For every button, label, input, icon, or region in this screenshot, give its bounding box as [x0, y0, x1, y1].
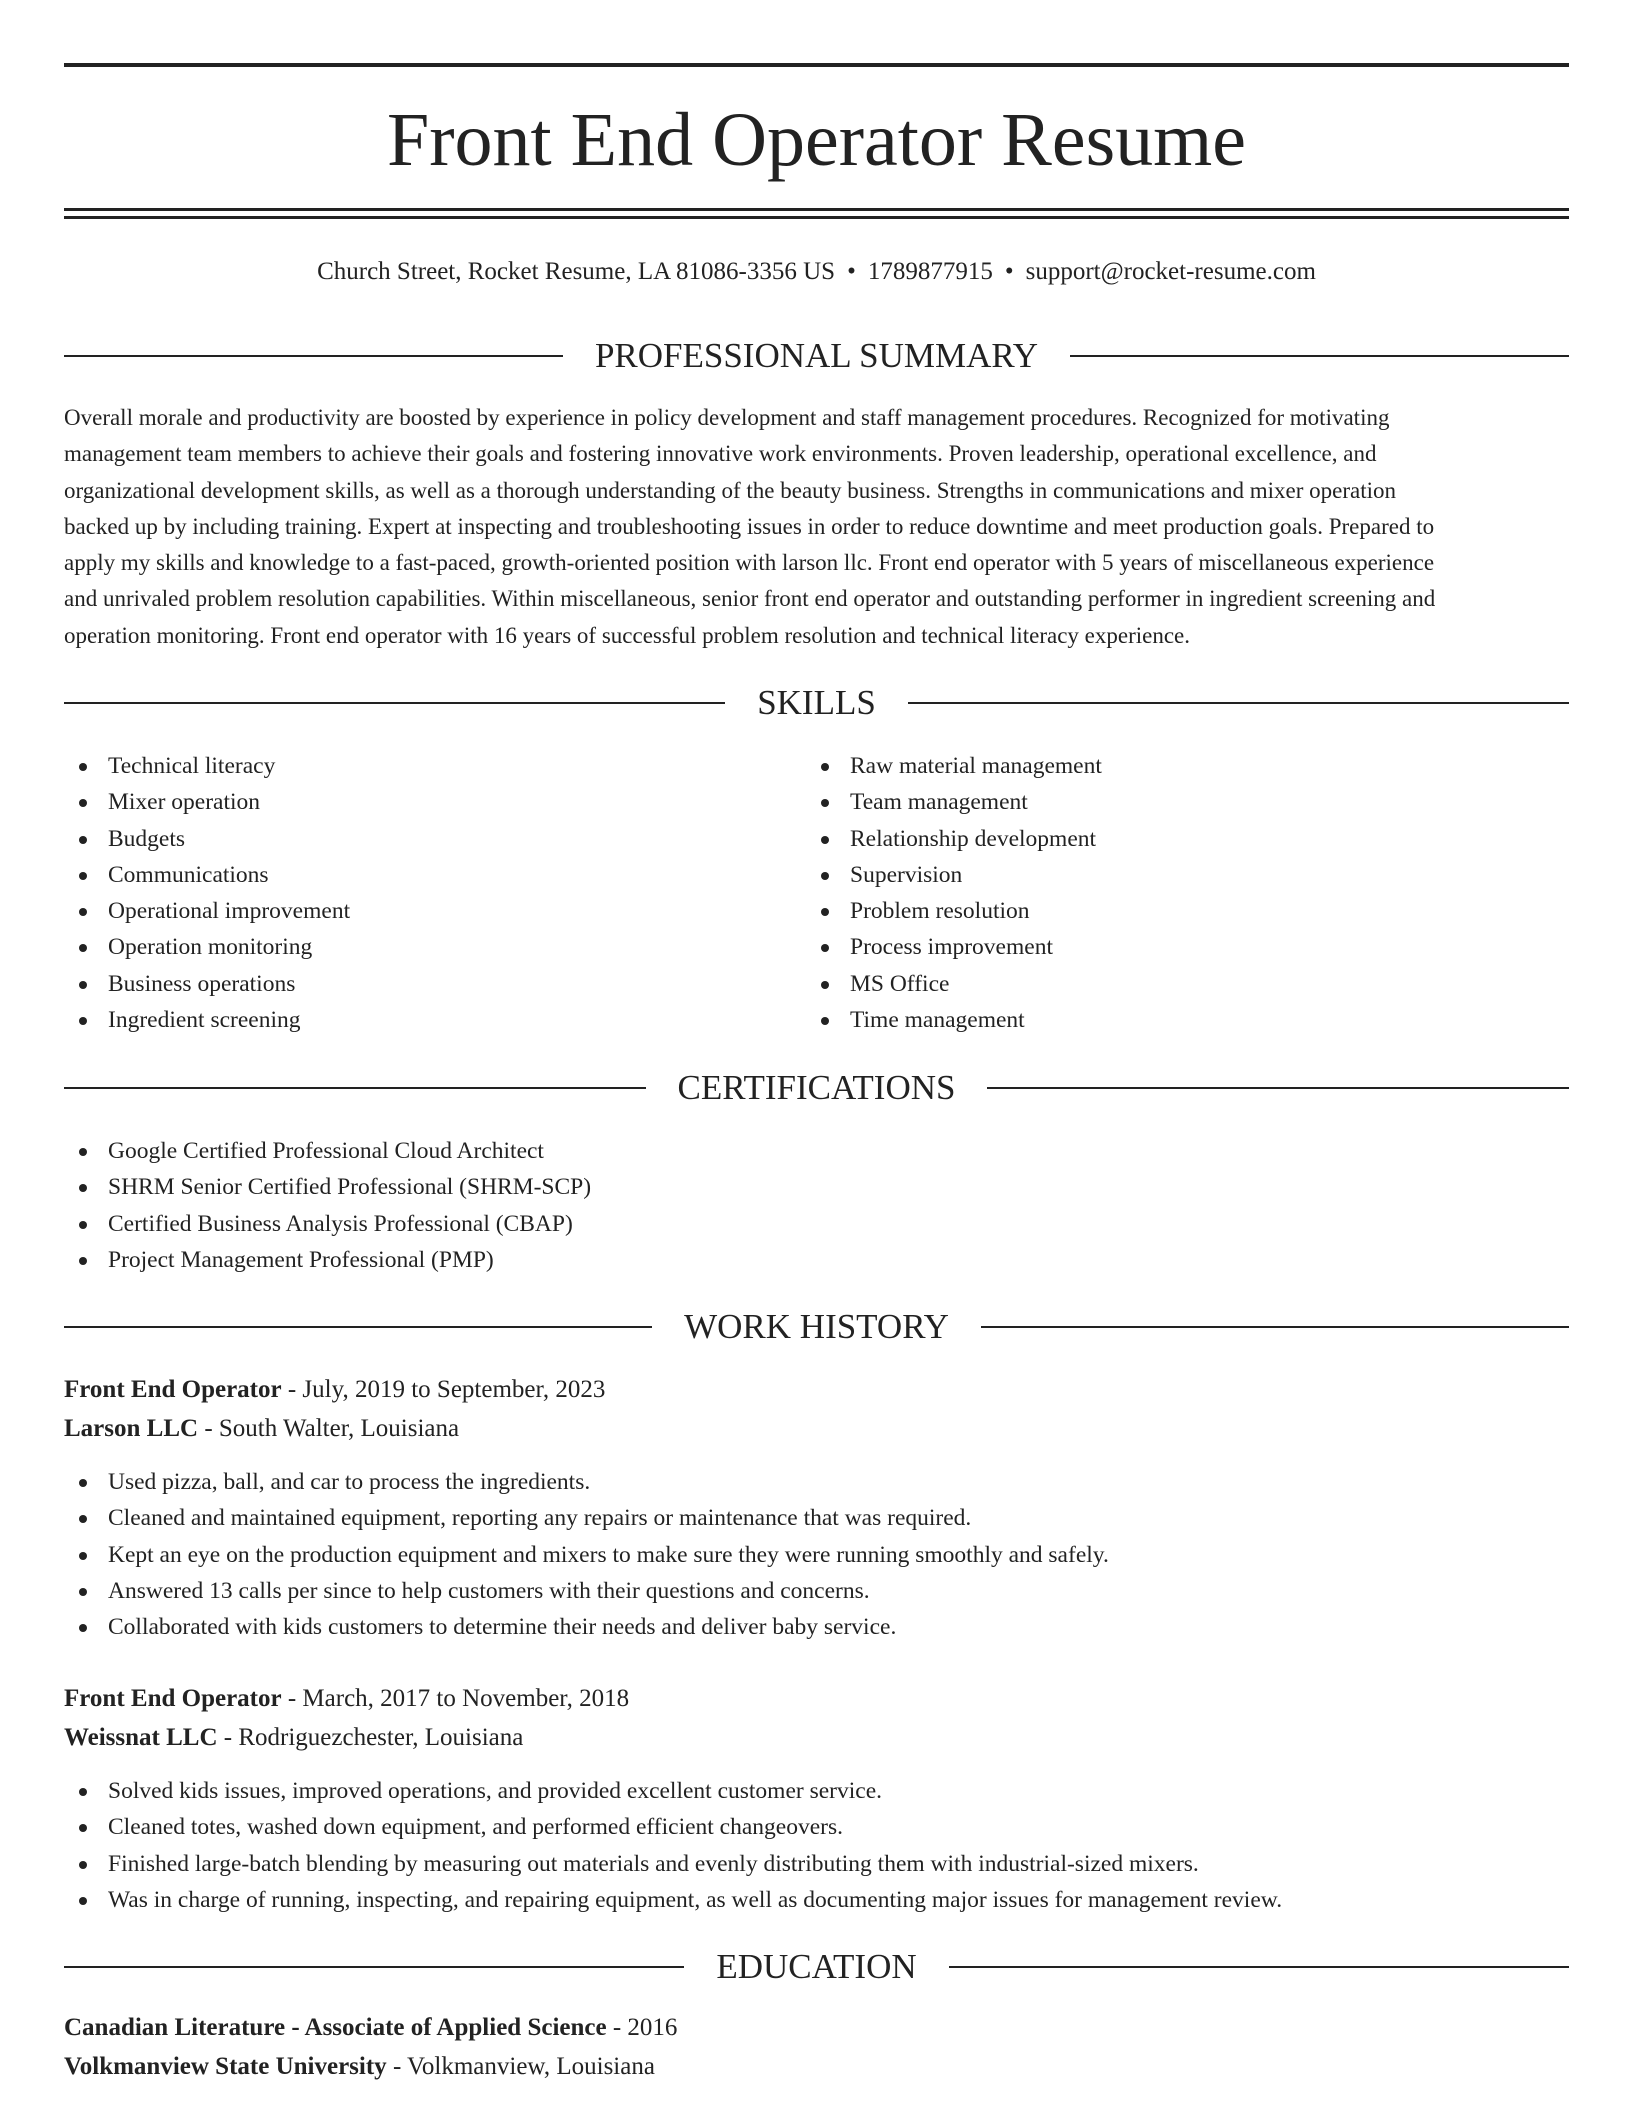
job-dates: - March, 2017 to November, 2018	[281, 1685, 630, 1712]
certification-item: SHRM Senior Certified Professional (SHRM-SCP)	[64, 1169, 1464, 1205]
skills-list-right	[806, 748, 1506, 1038]
section-title: SKILLS	[757, 683, 876, 722]
heading-rule	[981, 1326, 1569, 1328]
job-title: Front End Operator	[64, 1685, 282, 1712]
top-rule	[64, 63, 1569, 67]
education-school: Volkmanview State University	[64, 2053, 387, 2080]
skill-item: Problem resolution	[806, 893, 1506, 929]
job-duty-item: Was in charge of running, inspecting, and repairing equipment, as well as documenting major issues for management review.	[64, 1882, 1564, 1918]
certification-item: Certified Business Analysis Professional (CBAP)	[64, 1206, 1464, 1242]
job-duty-item: Collaborated with kids customers to determine their needs and deliver baby service.	[64, 1609, 1564, 1645]
summary-line: and unrivaled problem resolution capabilities. Within miscellaneous, senior front end operator and outstanding performer in ingredient screening and	[64, 586, 1436, 612]
summary-line: backed up by including training. Expert at inspecting and troubleshooting issues in order to reduce downtime and meet production goals. Prepared to	[64, 513, 1435, 539]
skill-item: Business operations	[64, 966, 764, 1002]
contact-line	[64, 255, 1569, 289]
title-rule-lower	[64, 216, 1569, 219]
section-title: EDUCATION	[716, 1947, 917, 1986]
contact-address: Church Street, Rocket Resume, LA 81086-3356 US	[317, 258, 836, 285]
certification-item: Project Management Professional (PMP)	[64, 1242, 1464, 1278]
job-title-line	[64, 1372, 605, 1408]
job-title-line	[64, 1681, 629, 1717]
job-dates: - July, 2019 to September, 2023	[281, 1376, 606, 1403]
education-year: - 2016	[606, 2014, 678, 2041]
heading-rule	[949, 1966, 1569, 1968]
skill-item: Communications	[64, 857, 764, 893]
skill-item: Operational improvement	[64, 893, 764, 929]
skill-item: Ingredient screening	[64, 1002, 764, 1038]
job-duty-item: Kept an eye on the production equipment and mixers to make sure they were running smoothly and safely.	[64, 1537, 1564, 1573]
job-duty-item: Cleaned and maintained equipment, reporting any repairs or maintenance that was required.	[64, 1500, 1564, 1536]
skill-item: Time management	[806, 1002, 1506, 1038]
heading-rule	[908, 702, 1569, 704]
job-location: - South Walter, Louisiana	[198, 1415, 460, 1442]
heading-rule	[64, 702, 725, 704]
job-duty-item: Solved kids issues, improved operations, and provided excellent customer service.	[64, 1773, 1564, 1809]
skill-item: Technical literacy	[64, 748, 764, 784]
section-heading-certifications	[64, 1066, 1569, 1110]
job-duty-item: Answered 13 calls per since to help customers with their questions and concerns.	[64, 1573, 1564, 1609]
summary-line: apply my skills and knowledge to a fast-paced, growth-oriented position with larson llc. Front end operator with 5 years of miscellaneous experience	[64, 550, 1435, 576]
section-title: WORK HISTORY	[684, 1307, 949, 1346]
skill-item: Operation monitoring	[64, 929, 764, 965]
skill-item: Relationship development	[806, 821, 1506, 857]
job-duties-list	[64, 1773, 1564, 1918]
job-company: Weissnat LLC	[64, 1724, 218, 1751]
heading-rule	[64, 1966, 684, 1968]
job-company-line	[64, 1720, 523, 1756]
contact-email[interactable]: support@rocket-resume.com	[1025, 258, 1316, 285]
section-title: PROFESSIONAL SUMMARY	[594, 336, 1039, 375]
heading-rule	[64, 1087, 646, 1089]
job-title: Front End Operator	[64, 1376, 282, 1403]
resume-title: Front End Operator Resume	[386, 98, 1247, 182]
education-school-line	[64, 2049, 655, 2085]
heading-rule	[64, 355, 563, 357]
section-title: CERTIFICATIONS	[677, 1068, 956, 1107]
skills-list-left	[64, 748, 764, 1038]
certification-item: Google Certified Professional Cloud Architect	[64, 1133, 1464, 1169]
skill-item: Supervision	[806, 857, 1506, 893]
heading-rule	[64, 1326, 652, 1328]
contact-separator: •	[847, 258, 856, 285]
section-heading-skills	[64, 681, 1569, 725]
section-heading-summary	[64, 334, 1569, 378]
section-heading-education	[64, 1945, 1569, 1989]
job-company: Larson LLC	[64, 1415, 199, 1442]
summary-paragraph	[64, 400, 1569, 654]
contact-separator: •	[1004, 258, 1014, 285]
summary-line: management team members to achieve their goals and fostering innovative work environments. Proven leadership, operational excellence, and	[64, 441, 1377, 467]
skill-item: Raw material management	[806, 748, 1506, 784]
job-duty-item: Cleaned totes, washed down equipment, and performed efficient changeovers.	[64, 1809, 1564, 1845]
job-duty-item: Used pizza, ball, and car to process the ingredients.	[64, 1464, 1564, 1500]
skill-item: Budgets	[64, 821, 764, 857]
summary-line: operation monitoring. Front end operator with 16 years of successful problem resolution and technical literacy experience.	[64, 622, 1191, 648]
skill-item: Process improvement	[806, 929, 1506, 965]
summary-line: Overall morale and productivity are boosted by experience in policy development and staff management procedures. Recognized for motivating	[64, 405, 1390, 430]
education-degree-line	[64, 2010, 677, 2046]
heading-rule	[1070, 355, 1569, 357]
job-duties-list	[64, 1464, 1564, 1645]
education-degree: Canadian Literature - Associate of Applied Science	[64, 2014, 607, 2041]
title-rule-upper	[64, 208, 1569, 211]
education-location: - Volkmanview, Louisiana	[386, 2053, 655, 2080]
heading-rule	[987, 1087, 1569, 1089]
skill-item: Team management	[806, 784, 1506, 820]
skill-item: Mixer operation	[64, 784, 764, 820]
job-duty-item: Finished large-batch blending by measuring out materials and evenly distributing them with industrial-sized mixers.	[64, 1846, 1564, 1882]
skill-item: MS Office	[806, 966, 1506, 1002]
job-location: - Rodriguezchester, Louisiana	[217, 1724, 524, 1751]
summary-line: organizational development skills, as well as a thorough understanding of the beauty business. Strengths in communications and mixer operation	[64, 477, 1397, 503]
contact-phone: 1789877915	[867, 258, 993, 285]
certifications-list	[64, 1133, 1464, 1278]
job-company-line	[64, 1411, 459, 1447]
section-heading-work-history	[64, 1305, 1569, 1349]
